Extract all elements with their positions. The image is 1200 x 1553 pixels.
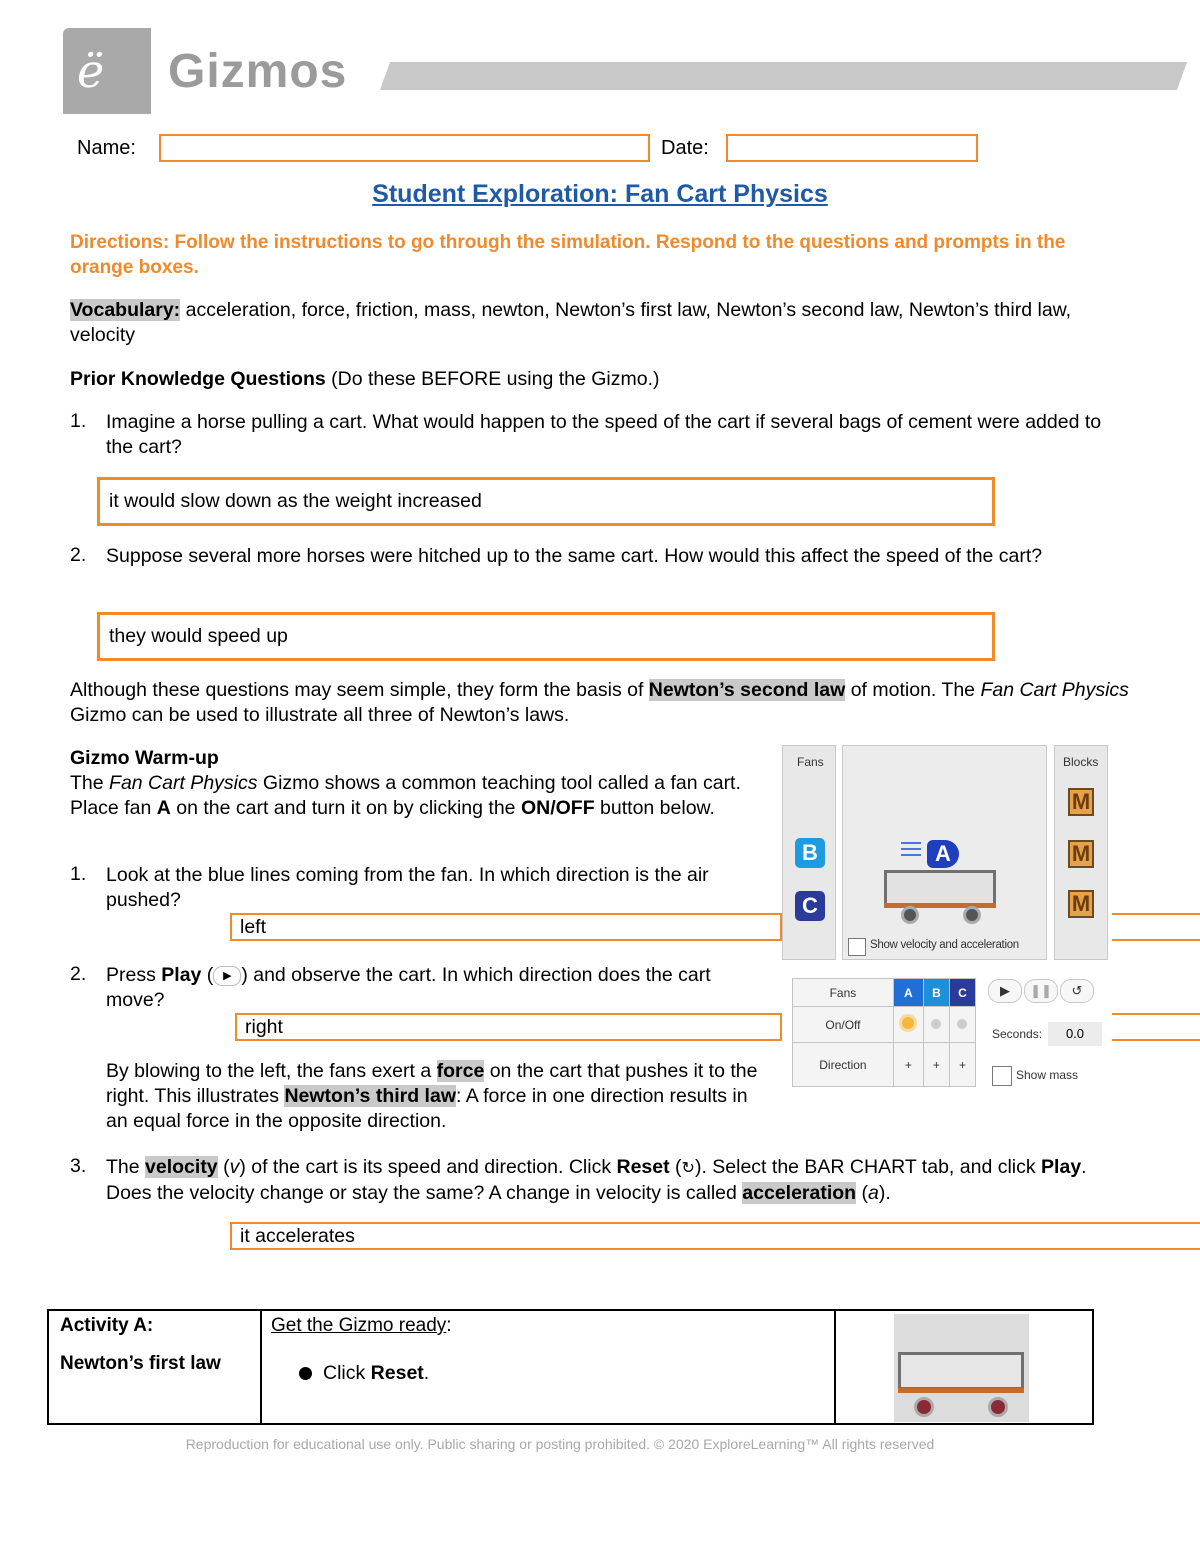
- activity-label: Activity A:: [60, 1315, 154, 1336]
- q3-t3: ) of the cart is its speed and direction. Click: [239, 1156, 617, 1178]
- q3-t5: ). Select the BAR CHART tab, and click: [694, 1156, 1042, 1178]
- warmup-q1-text: Look at the blue lines coming from the fan. In which direction is the air pushed?: [106, 864, 709, 911]
- reset-icon: ↻: [681, 1160, 695, 1177]
- warmup-explanation: [106, 1059, 766, 1134]
- activity-divider-2: [834, 1311, 836, 1423]
- ctl-header-b: B: [923, 979, 949, 1007]
- seconds-label: Seconds:: [992, 1027, 1043, 1041]
- warmup-p1-onoff: ON/OFF: [520, 797, 595, 819]
- vocabulary-terms: acceleration, force, friction, mass, newton, Newton’s first law, Newton’s second law, Newton’s third law, velocity: [70, 299, 1072, 346]
- onoff-c-cell[interactable]: [949, 1007, 975, 1043]
- get-ready-text: Get the Gizmo ready: [271, 1315, 447, 1336]
- q3-v: v: [229, 1156, 240, 1178]
- name-field[interactable]: [159, 134, 650, 162]
- bullet-icon: [299, 1367, 312, 1380]
- header-decorative-bar: [380, 62, 1187, 90]
- prior-knowledge-heading: [70, 367, 660, 392]
- warmup-q2-answer-ext: [1112, 1013, 1200, 1041]
- show-mass-label: Show mass: [1016, 1068, 1079, 1082]
- warmup-q3-number: 3.: [70, 1155, 87, 1177]
- fans-panel-label: Fans: [797, 755, 824, 769]
- cart-wheel-left: [901, 906, 919, 924]
- intro-text-3: Gizmo can be used to illustrate all three of Newton’s laws.: [70, 704, 570, 726]
- warmup-p1-mid: Gizmo shows a common teaching tool called a fan cart. Place fan: [70, 772, 741, 819]
- activity-divider-1: [260, 1311, 262, 1423]
- fan-a-icon[interactable]: A: [927, 840, 959, 868]
- warmup-q1-answer-ext: [1112, 913, 1200, 941]
- thumb-wheel-right: [988, 1397, 1008, 1417]
- warmup-q2-answer[interactable]: right: [235, 1013, 782, 1041]
- thumb-wheel-left: [914, 1397, 934, 1417]
- gizmo-sim-view: [782, 745, 1108, 960]
- prior-q1-text: Imagine a horse pulling a cart. What would happen to the speed of the cart if several bags of cement were added to the cart?: [106, 411, 1102, 458]
- fan-controls-table: [792, 978, 976, 1087]
- pause-icon: ❚❚: [1030, 983, 1052, 998]
- q3-play: Play: [1041, 1156, 1082, 1178]
- q2-t2: (: [201, 964, 214, 986]
- expl-force: force: [436, 1060, 485, 1082]
- warmup-p1: The: [70, 772, 110, 794]
- ctl-onoff-label: On/Off: [793, 1007, 894, 1043]
- q3-velocity: velocity: [145, 1156, 218, 1178]
- play-button[interactable]: [988, 979, 1022, 1003]
- q3-acceleration: acceleration: [742, 1182, 857, 1204]
- warmup-p1-mid2: on the cart and turn it on by clicking the: [170, 797, 521, 819]
- blocks-panel-label: Blocks: [1063, 755, 1099, 769]
- fans-panel: [782, 745, 836, 960]
- ctl-fans-header: Fans: [793, 979, 894, 1007]
- brand-name: Gizmos: [168, 45, 348, 98]
- warmup-intro: [70, 771, 760, 821]
- warmup-q2-text: [106, 963, 756, 1013]
- cart-base: [884, 903, 996, 908]
- onoff-b-light-icon[interactable]: [931, 1019, 941, 1029]
- warmup-p1-fan-a: A: [156, 797, 171, 819]
- vocabulary-paragraph: [70, 298, 1130, 348]
- cart-thumbnail: [894, 1314, 1029, 1422]
- directions-text: Directions: Follow the instructions to go through the simulation. Respond to the questions and prompts in the orange boxes.: [70, 232, 1066, 278]
- expl-t3: : A force in one direction results in an equal force in the opposite direction.: [106, 1085, 748, 1132]
- date-field[interactable]: [726, 134, 978, 162]
- reset-button-icon: ↺: [1071, 983, 1083, 998]
- blocks-panel: [1054, 745, 1108, 960]
- seconds-value: 0.0: [1048, 1022, 1102, 1046]
- intro-highlight: Newton’s second law: [648, 679, 846, 701]
- air-lines: [901, 848, 921, 850]
- mass-block-1[interactable]: M: [1068, 788, 1094, 816]
- warmup-q2-number: 2.: [70, 963, 87, 985]
- date-label: Date:: [661, 137, 709, 159]
- cart-wheel-right: [963, 906, 981, 924]
- intro-paragraph: [70, 678, 1130, 728]
- prior-q2-answer[interactable]: they would speed up: [97, 612, 995, 661]
- name-label: Name:: [77, 137, 136, 159]
- expl-t1: By blowing to the left, the fans exert a: [106, 1060, 437, 1082]
- ctl-header-c: C: [949, 979, 975, 1007]
- prior-q1-number: 1.: [70, 410, 87, 432]
- direction-c-button[interactable]: +: [949, 1043, 975, 1087]
- intro-text-2: of motion. The: [845, 679, 981, 701]
- activity-subtitle: Newton’s first law: [60, 1353, 221, 1374]
- logo-glyph: ë: [77, 44, 105, 98]
- q2-t3: ) and observe the cart. In which direction does the cart move?: [106, 964, 711, 1011]
- play-icon: ▶: [213, 966, 241, 986]
- ctl-direction-label: Direction: [793, 1043, 894, 1087]
- q3-t2: (: [217, 1156, 230, 1178]
- prior-q1-answer[interactable]: it would slow down as the weight increased: [97, 477, 995, 526]
- warmup-heading: Gizmo Warm-up: [70, 747, 219, 769]
- get-ready-colon: :: [446, 1315, 452, 1336]
- step-reset: Reset: [370, 1362, 424, 1384]
- prior-heading-note: (Do these BEFORE using the Gizmo.): [325, 368, 660, 390]
- sim-stage: [842, 745, 1047, 960]
- page-title: Student Exploration: Fan Cart Physics: [372, 180, 828, 208]
- expl-t2: on the cart that pushes it to the right. This illustrates: [106, 1060, 758, 1107]
- prior-heading-text: Prior Knowledge Questions: [70, 368, 326, 390]
- reset-button[interactable]: [1060, 979, 1094, 1003]
- pause-button[interactable]: [1024, 979, 1058, 1003]
- warmup-q3-answer[interactable]: it accelerates: [230, 1222, 1200, 1250]
- q2-play: Play: [161, 964, 202, 986]
- footer-copyright: Reproduction for educational use only. Public sharing or posting prohibited. © 2020 ExploreLearning™ All rights reserved: [185, 1436, 935, 1452]
- q3-a: a: [868, 1182, 879, 1204]
- play-button-icon: ▶: [1000, 983, 1010, 998]
- cart-body: [884, 870, 996, 906]
- vocabulary-label: Vocabulary:: [70, 299, 181, 321]
- q3-reset: Reset: [616, 1156, 670, 1178]
- prior-q2-text: Suppose several more horses were hitched up to the same cart. How would this affect the speed of the cart?: [106, 545, 1043, 567]
- thumb-cart-base: [898, 1388, 1024, 1393]
- onoff-b-cell[interactable]: [923, 1007, 949, 1043]
- show-velocity-checkbox[interactable]: [848, 938, 866, 956]
- fan-b-icon[interactable]: B: [795, 838, 825, 868]
- warmup-q3-text: [106, 1155, 1136, 1206]
- q3-t7: (: [856, 1182, 869, 1204]
- direction-a-button[interactable]: +: [893, 1043, 923, 1087]
- mass-block-2[interactable]: M: [1068, 840, 1094, 868]
- activity-table: [47, 1309, 1094, 1425]
- q3-t1: The: [106, 1156, 146, 1178]
- warmup-q1-answer[interactable]: left: [230, 913, 782, 941]
- mass-block-3[interactable]: M: [1068, 890, 1094, 918]
- q2-t1: Press: [106, 964, 162, 986]
- step-t1: Click: [323, 1362, 371, 1384]
- onoff-a-light-icon[interactable]: [902, 1017, 914, 1029]
- show-velocity-label: Show velocity and acceleration: [870, 939, 1019, 951]
- gizmos-logo-mark: [63, 28, 151, 114]
- onoff-c-light-icon[interactable]: [957, 1019, 967, 1029]
- intro-text-1: Although these questions may seem simple, they form the basis of: [70, 679, 649, 701]
- thumb-cart-body: [898, 1352, 1024, 1390]
- prior-q2-number: 2.: [70, 544, 87, 566]
- warmup-p1-italic: Fan Cart Physics: [109, 772, 258, 794]
- q3-t8: ).: [878, 1182, 891, 1204]
- q3-t4: (: [669, 1156, 682, 1178]
- direction-b-button[interactable]: +: [923, 1043, 949, 1087]
- onoff-a-cell[interactable]: [893, 1007, 923, 1043]
- fan-c-icon[interactable]: C: [795, 891, 825, 921]
- ctl-header-a: A: [893, 979, 923, 1007]
- warmup-p1-end: button below.: [594, 797, 715, 819]
- step-t2: .: [423, 1362, 430, 1384]
- intro-italic: Fan Cart Physics: [980, 679, 1129, 701]
- warmup-q1-number: 1.: [70, 863, 87, 885]
- expl-third-law: Newton’s third law: [284, 1085, 456, 1107]
- q3-t6: . Does the velocity change or stay the same? A change in velocity is called: [106, 1156, 1087, 1204]
- get-ready-line: [271, 1315, 452, 1337]
- show-mass-checkbox[interactable]: [992, 1066, 1012, 1086]
- click-reset-step: [323, 1362, 429, 1385]
